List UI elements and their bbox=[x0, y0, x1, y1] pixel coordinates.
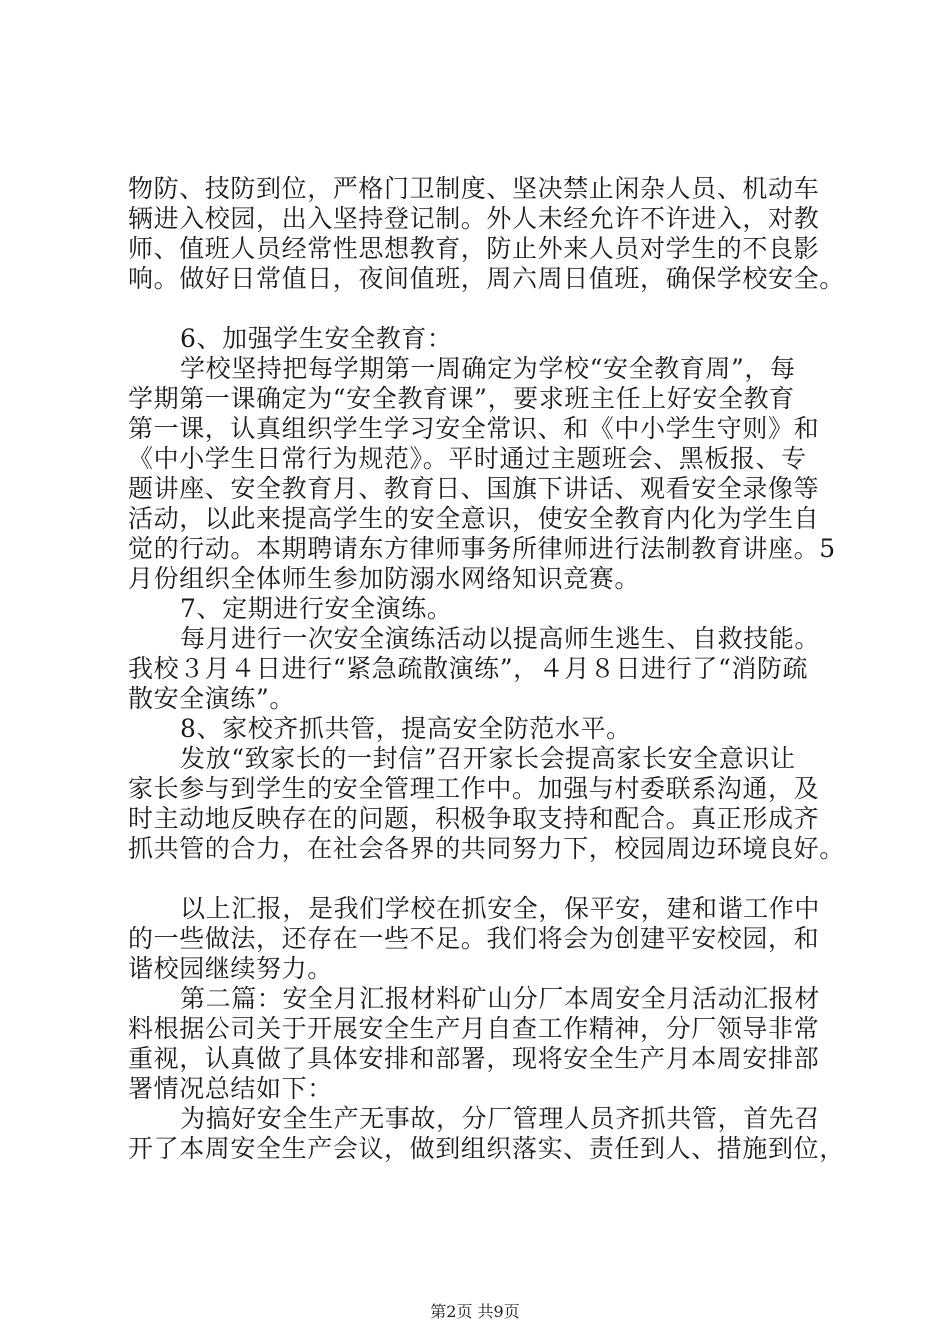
text-line: 以上汇报，是我们学校在抓安全，保平安，建和谐工作中 bbox=[180, 894, 821, 923]
page-footer: 第2页 共9页 bbox=[430, 1302, 520, 1321]
text-line: 活动，以此来提高学生的安全意识，使安全教育内化为学生自 bbox=[128, 504, 820, 533]
section-heading: 6、加强学生安全教育： bbox=[180, 324, 453, 353]
text-line: 每月进行一次安全演练活动以提高师生逃生、自救技能。 bbox=[180, 624, 821, 653]
text-line: 学校坚持把每学期第一周确定为学校“安全教育周”，每 bbox=[180, 354, 796, 383]
text-line: 家长参与到学生的安全管理工作中。加强与村委联系沟通，及 bbox=[128, 774, 820, 803]
text-line: 为搞好安全生产无事故，分厂管理人员齐抓共管，首先召 bbox=[180, 1104, 821, 1133]
text-line: 第一课，认真组织学生学习安全常识、和《中小学生守则》和 bbox=[128, 414, 820, 443]
section-heading: 8、家校齐抓共管，提高安全防范水平。 bbox=[180, 714, 632, 743]
text-line: 抓共管的合力，在社会各界的共同努力下，校园周边环境良好。 bbox=[128, 834, 845, 863]
section-heading: 7、定期进行安全演练。 bbox=[180, 594, 453, 623]
text-line: 月份组织全体师生参加防溺水网络知识竞赛。 bbox=[128, 564, 641, 593]
text-line: 时主动地反映存在的问题，积极争取支持和配合。真正形成齐 bbox=[128, 804, 820, 833]
text-line: 题讲座、安全教育月、教育日、国旗下讲话、观看安全录像等 bbox=[128, 474, 820, 503]
text-line: 学期第一课确定为“安全教育课”，要求班主任上好安全教育 bbox=[128, 384, 795, 413]
text-line: 物防、技防到位，严格门卫制度、坚决禁止闲杂人员、机动车 bbox=[128, 174, 820, 203]
text-line: 谐校园继续努力。 bbox=[128, 954, 333, 983]
paragraph-gap bbox=[128, 864, 848, 894]
text-line: 响。做好日常值日，夜间值班，周六周日值班，确保学校安全。 bbox=[128, 264, 845, 293]
text-line: 重视，认真做了具体安排和部署，现将安全生产月本周安排部 bbox=[128, 1044, 820, 1073]
body-text bbox=[128, 174, 848, 1164]
text-line: 我校３月４日进行“紧急疏散演练”，４月８日进行了“消防疏 bbox=[128, 654, 809, 683]
text-line: 《中小学生日常行为规范》。平时通过主题班会、黑板报、专 bbox=[128, 444, 807, 473]
text-line: 散安全演练”。 bbox=[128, 684, 295, 713]
section-heading: 第二篇：安全月汇报材料矿山分厂本周安全月活动汇报材 bbox=[180, 984, 821, 1013]
paragraph-gap bbox=[128, 294, 848, 324]
text-line: 觉的行动。本期聘请东方律师事务所律师进行法制教育讲座。5 bbox=[128, 534, 836, 563]
text-line: 开了本周安全生产会议，做到组织落实、责任到人、措施到位， bbox=[128, 1134, 845, 1163]
text-line: 辆进入校园，出入坚持登记制。外人未经允许不许进入，对教 bbox=[128, 204, 820, 233]
text-line: 发放“致家长的一封信”召开家长会提高家长安全意识让 bbox=[180, 744, 796, 773]
text-line: 的一些做法，还存在一些不足。我们将会为创建平安校园，和 bbox=[128, 924, 820, 953]
text-line: 师、值班人员经常性思想教育，防止外来人员对学生的不良影 bbox=[128, 234, 820, 263]
text-line: 料根据公司关于开展安全生产月自查工作精神，分厂领导非常 bbox=[128, 1014, 820, 1043]
text-line: 署情况总结如下： bbox=[128, 1074, 333, 1103]
